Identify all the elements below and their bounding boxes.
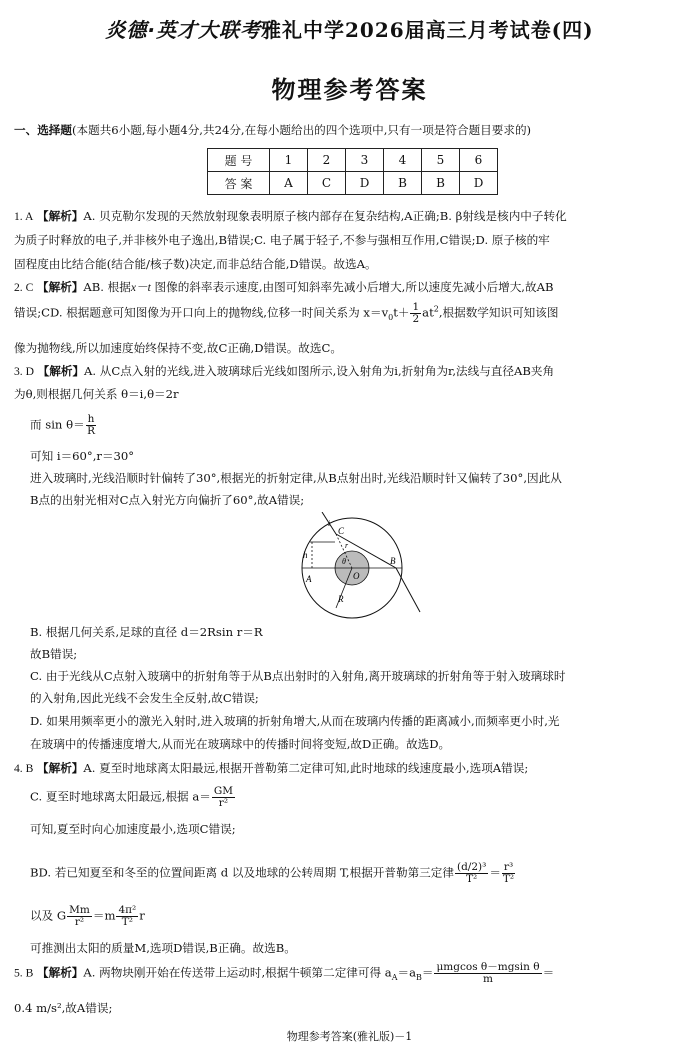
denominator: T² <box>466 873 478 885</box>
q1-line-2: 为质子时释放的电子,并非核外电子逸出,B错误;C. 电子属于轻子,不参与强相互作用,C错误;D. 原子核的牢 <box>14 233 550 247</box>
question-number: 4. B <box>14 762 34 775</box>
q4-line-4 <box>30 862 516 885</box>
q4-line-1 <box>14 760 528 776</box>
fraction <box>502 862 515 885</box>
denominator: R <box>87 425 95 437</box>
numerator: r³ <box>503 861 514 873</box>
q4-line-5 <box>30 905 145 928</box>
label-o: O <box>353 571 360 581</box>
table-cell: B <box>384 172 422 195</box>
fraction <box>410 302 421 325</box>
question-number: 1. A <box>14 210 34 223</box>
q4-line-3: 可知,夏至时向心加速度最小,选项C错误; <box>30 822 236 836</box>
q3-line-11: D. 如果用频率更小的激光入射时,进入玻璃的折射角增大,从而在玻璃内传播的距离减小,而频率更小时,光 <box>30 714 560 728</box>
text: AB. 根据 <box>83 280 131 294</box>
denominator: r² <box>74 916 85 928</box>
section-label: 一、选择题 <box>14 123 72 137</box>
text: 图像的斜率表示速度,由图可知斜率先减小后增大,所以速度先减小后增大,故AB <box>150 280 554 294</box>
label-r: r <box>345 541 349 550</box>
text: A. 夏至时地球离太阳最远,根据开普勒第二定律可知,此时地球的线速度最小,选项A错误; <box>83 761 529 775</box>
q3-line-6: B点的出射光相对C点入射光方向偏折了60°,故A错误; <box>30 493 305 507</box>
q3-line-4: 可知 i＝60°,r＝30° <box>30 449 135 463</box>
label-radius: R <box>338 594 344 604</box>
answer-table <box>207 148 498 195</box>
text: ＝ <box>489 865 501 880</box>
table-cell: 3 <box>346 149 384 172</box>
text: ,根据数学知识可知该图 <box>438 305 559 320</box>
q1-line-1 <box>14 208 567 224</box>
numerator: Mm <box>69 904 90 916</box>
table-cell: 1 <box>270 149 308 172</box>
q1-line-3: 固程度由比结合能(结合能/核子数)决定,而非总结合能,D错误。故选A。 <box>14 257 377 271</box>
text: ＝a <box>397 965 416 980</box>
table-cell: C <box>308 172 346 195</box>
section-description: (本题共6小题,每小题4分,共24分,在每小题给出的四个选项中,只有一项是符合题目要求的) <box>71 123 532 137</box>
numerator: GM <box>213 785 233 797</box>
answer-table-answer-row <box>208 172 498 195</box>
denominator: r² <box>218 797 229 809</box>
numerator: μmgcos θ－mgsin θ <box>436 961 540 973</box>
question-number: 3. D <box>14 365 34 378</box>
q4-line-6: 可推测出太阳的质量M,选项D错误,B正确。故选B。 <box>30 941 296 955</box>
table-cell: B <box>422 172 460 195</box>
q3-line-1 <box>14 363 554 379</box>
q2-line-3: 像为抛物线,所以加速度始终保持不变,故C正确,D错误。故选C。 <box>14 341 342 355</box>
table-cell: 4 <box>384 149 422 172</box>
label-i: i <box>328 519 331 528</box>
label-a: A <box>306 574 312 584</box>
label-c: C <box>338 526 345 536</box>
text: ＝ <box>542 965 555 980</box>
q3-line-5: 进入玻璃时,光线沿顺时针偏转了30°,根据光的折射定律,从B点射出时,光线沿顺时针又偏转了30°,因此从 <box>30 471 562 485</box>
analysis-tag: 【解析】 <box>37 280 84 294</box>
analysis-tag: 【解析】 <box>37 965 84 980</box>
fraction <box>212 786 235 809</box>
header-brand: 炎德·英才大联考 <box>105 18 261 42</box>
text: 0 <box>388 312 394 322</box>
exam-header <box>0 14 699 43</box>
label-b: B <box>390 556 396 566</box>
q4-line-2 <box>30 786 236 809</box>
answer-table-number-row <box>208 149 498 172</box>
table-cell: 6 <box>460 149 498 172</box>
table-cell: 5 <box>422 149 460 172</box>
label-theta: θ <box>342 557 346 566</box>
q3-line-10: 的入射角,因此光线不会发生全反射,故C错误; <box>30 691 259 705</box>
text: C. 夏至时地球离太阳最远,根据 a＝ <box>30 789 211 804</box>
table-head: 答 案 <box>208 172 270 195</box>
table-cell: D <box>460 172 498 195</box>
text: x－t <box>130 281 151 294</box>
fraction <box>455 862 488 885</box>
optics-diagram <box>290 512 430 620</box>
label-h: h <box>303 550 308 560</box>
numerator: 4π² <box>118 904 137 916</box>
table-cell: A <box>270 172 308 195</box>
text: A. 两物块刚开始在传送带上运动时,根据牛顿第二定律可得 a <box>83 965 392 980</box>
denominator: T² <box>121 916 133 928</box>
numerator: (d/2)³ <box>456 861 487 873</box>
q3-line-12: 在玻璃中的传播速度增大,从而光在玻璃球中的传播时间将变短,故D正确。故选D。 <box>30 737 451 751</box>
analysis-tag: 【解析】 <box>37 364 85 378</box>
q2-line-1 <box>14 279 553 295</box>
text: at <box>422 305 434 320</box>
exit-ray <box>396 568 420 612</box>
denominator: 2 <box>412 313 420 325</box>
text: 2 <box>433 304 439 314</box>
q5-line-2: 0.4 m/s²,故A错误; <box>14 1001 113 1015</box>
header-exam-title: 雅礼中学2026届高三月考试卷(四) <box>261 18 594 42</box>
q3-line-7: B. 根据几何关系,足球的直径 d＝2Rsin r＝R <box>30 625 263 639</box>
text: A. 贝克勒尔发现的天然放射现象表明原子核内部存在复杂结构,A正确;B. β射线是核内中子转化 <box>83 209 567 223</box>
table-head: 题 号 <box>208 149 270 172</box>
analysis-tag: 【解析】 <box>37 761 84 775</box>
text: r <box>139 908 145 923</box>
text: 以及 G <box>30 908 67 923</box>
text: BD. 若已知夏至和冬至的位置间距离 d 以及地球的公转周期 T,根据开普勒第三定律 <box>30 865 454 880</box>
text: ＝m <box>92 908 116 923</box>
denominator: m <box>483 973 494 985</box>
denominator: T² <box>502 873 515 885</box>
question-number: 5. B <box>14 966 34 980</box>
text: 而 sin θ＝ <box>30 417 85 432</box>
q3-line-8: 故B错误; <box>30 647 78 661</box>
table-cell: D <box>346 172 384 195</box>
q3-line-9: C. 由于光线从C点射入玻璃中的折射角等于从B点出射时的入射角,离开玻璃球的折射角等于射入玻璃球时 <box>30 669 566 683</box>
text: A. 从C点入射的光线,进入玻璃球后光线如图所示,设入射角为i,折射角为r,法线与直径AB夹角 <box>84 364 555 378</box>
q3-line-2: 为θ,则根据几何关系 θ＝i,θ＝2r <box>14 387 179 401</box>
page-title: 物理参考答案 <box>271 76 428 104</box>
numerator: 1 <box>412 301 420 313</box>
fraction <box>434 962 541 985</box>
q2-line-2 <box>14 302 558 325</box>
fraction <box>67 905 92 928</box>
text: t＋ <box>393 305 410 320</box>
question-number: 2. C <box>14 281 34 294</box>
text: 错误;CD. 根据题意可知图像为开口向上的抛物线,位移一时间关系为 x＝v <box>14 305 389 320</box>
text: ＝ <box>421 965 434 980</box>
fraction <box>86 414 97 437</box>
text: A <box>391 972 398 982</box>
page-footer: 物理参考答案(雅礼版)－1 <box>286 1030 413 1043</box>
text: B <box>415 972 422 982</box>
numerator: h <box>87 413 95 425</box>
fraction <box>116 905 138 928</box>
table-cell: 2 <box>308 149 346 172</box>
section-heading <box>14 122 531 138</box>
analysis-tag: 【解析】 <box>37 209 84 223</box>
q5-line-1 <box>14 962 554 985</box>
q3-line-3 <box>30 414 97 437</box>
